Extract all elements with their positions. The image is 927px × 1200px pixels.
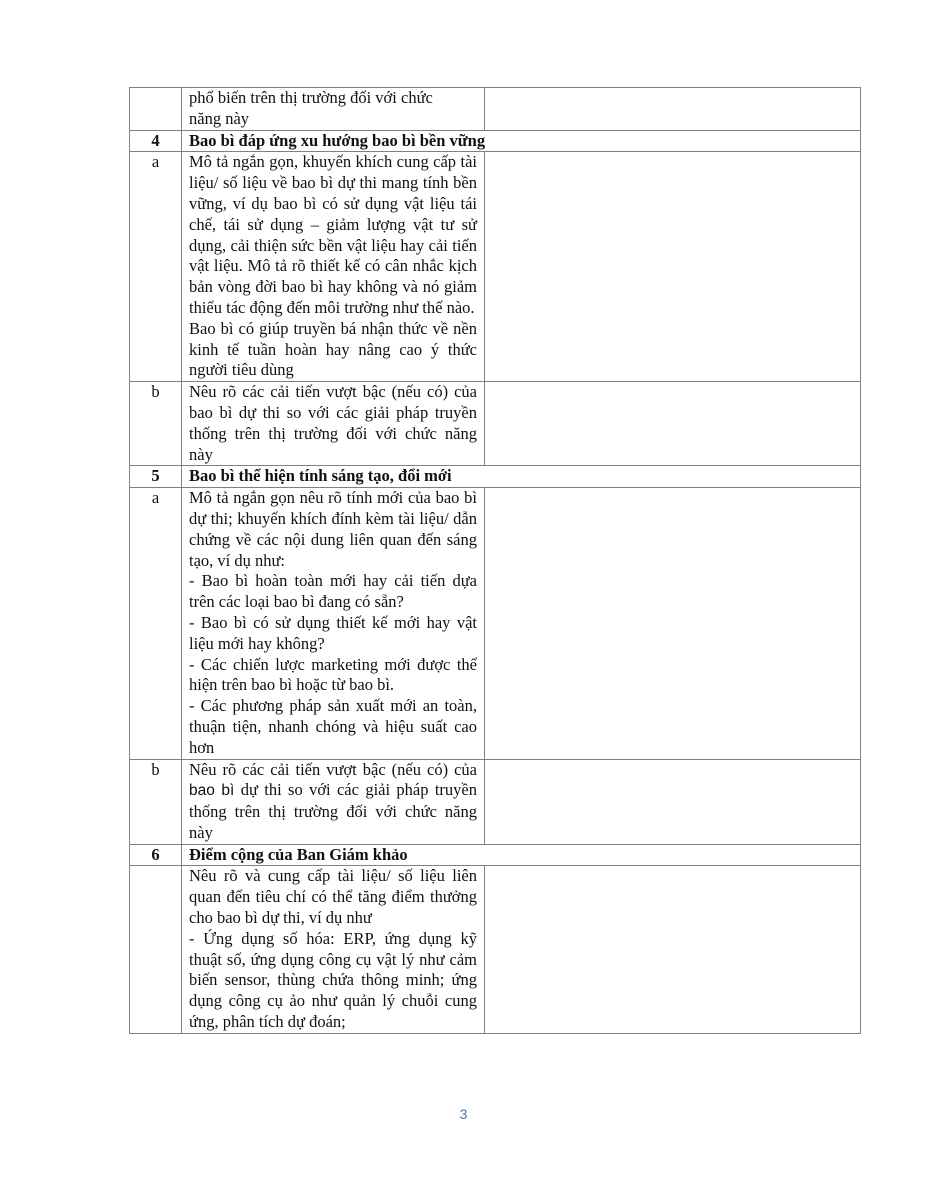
row-description	[182, 88, 485, 131]
section-header-row	[130, 130, 861, 152]
bullet-item: - Ứng dụng số hóa: ERP, ứng dụng kỹ thuật số, ứng dụng công cụ vật lý như cảm biến sensor, thùng chứa thông minh; ứng dụng công cụ ảo như quản lý chuỗi cung ứng, phân tích dự đoán;	[189, 928, 477, 1032]
row-description	[182, 759, 485, 844]
page-number: 3	[459, 1106, 468, 1122]
description-paragraph: Mô tả ngắn gọn, khuyến khích cung cấp tài liệu/ số liệu về bao bì dự thi mang tính bền vững, ví dụ bao bì có sử dụng vật liệu tái chế, tái sử dụng – giảm lượng vật tư sử dụng, cải thiện sức bền vật liệu hay cải tiến vật liệu. Mô tả rõ thiết kế có cân nhắc kịch bản vòng đời bao bì hay không và nó giảm thiểu tác động đến môi trường như thế nào.	[189, 152, 477, 317]
description-paragraph: Bao bì có giúp truyền bá nhận thức về nền kinh tế tuần hoàn hay nâng cao ý thức người tiêu dùng	[189, 318, 477, 380]
criteria-table	[129, 87, 861, 1034]
row-label: b	[130, 759, 182, 844]
bullet-item: - Bao bì có sử dụng thiết kế mới hay vật liệu mới hay không?	[189, 612, 477, 653]
row-description	[182, 488, 485, 759]
answer-cell[interactable]	[485, 152, 861, 382]
section-title: Điểm cộng của Ban Giám khảo	[182, 844, 861, 866]
section-title: Bao bì thể hiện tính sáng tạo, đổi mới	[182, 466, 861, 488]
description-line: năng này	[189, 108, 250, 128]
row-label: a	[130, 488, 182, 759]
section-number: 4	[130, 130, 182, 152]
bullet-item: - Bao bì hoàn toàn mới hay cải tiến dựa trên các loại bao bì đang có sẵn?	[189, 571, 477, 612]
section-number: 6	[130, 844, 182, 866]
bullet-item: - Các phương pháp sản xuất mới an toàn, thuận tiện, nhanh chóng và hiệu suất cao hơn	[189, 696, 477, 757]
row-description	[182, 152, 485, 382]
table-row	[130, 152, 861, 382]
description-paragraph: Mô tả ngắn gọn nêu rõ tính mới của bao bì dự thi; khuyến khích đính kèm tài liệu/ dẫn chứng về các nội dung liên quan đến sáng tạo, ví dụ như:	[189, 488, 477, 570]
table-row	[130, 759, 861, 844]
row-number	[130, 88, 182, 131]
section-header-row	[130, 844, 861, 866]
table-row	[130, 382, 861, 466]
section-header-row	[130, 466, 861, 488]
table-row	[130, 88, 861, 131]
answer-cell[interactable]	[485, 382, 861, 466]
row-description: Nêu rõ các cải tiến vượt bậc (nếu có) của bao bì dự thi so với các giải pháp truyền thống trên thị trường đối với chức năng này	[182, 382, 485, 466]
bullet-item: - Các chiến lược marketing mới được thể hiện trên bao bì hoặc từ bao bì.	[189, 654, 477, 695]
table-row	[130, 866, 861, 1033]
row-label	[130, 866, 182, 1033]
description-text: Nêu rõ các cải tiến vượt bậc (nếu có) của	[189, 759, 477, 779]
section-number: 5	[130, 466, 182, 488]
answer-cell[interactable]	[485, 866, 861, 1033]
row-label: b	[130, 382, 182, 466]
description-line: phổ biến trên thị trường đối với chức	[189, 88, 433, 107]
answer-cell[interactable]	[485, 759, 861, 844]
description-paragraph: Nêu rõ và cung cấp tài liệu/ số liệu liên quan đến tiêu chí có thể tăng điểm thưởng cho bao bì dự thi, ví dụ như	[189, 866, 477, 928]
description-text: dự thi so với các giải pháp truyền thống trên thị trường đối với chức năng này	[189, 780, 477, 842]
row-label: a	[130, 152, 182, 382]
table-row	[130, 488, 861, 759]
answer-cell[interactable]	[485, 88, 861, 131]
description-text-sans: bao bì	[189, 782, 235, 800]
row-description	[182, 866, 485, 1033]
answer-cell[interactable]	[485, 488, 861, 759]
section-title: Bao bì đáp ứng xu hướng bao bì bền vững	[182, 130, 861, 152]
